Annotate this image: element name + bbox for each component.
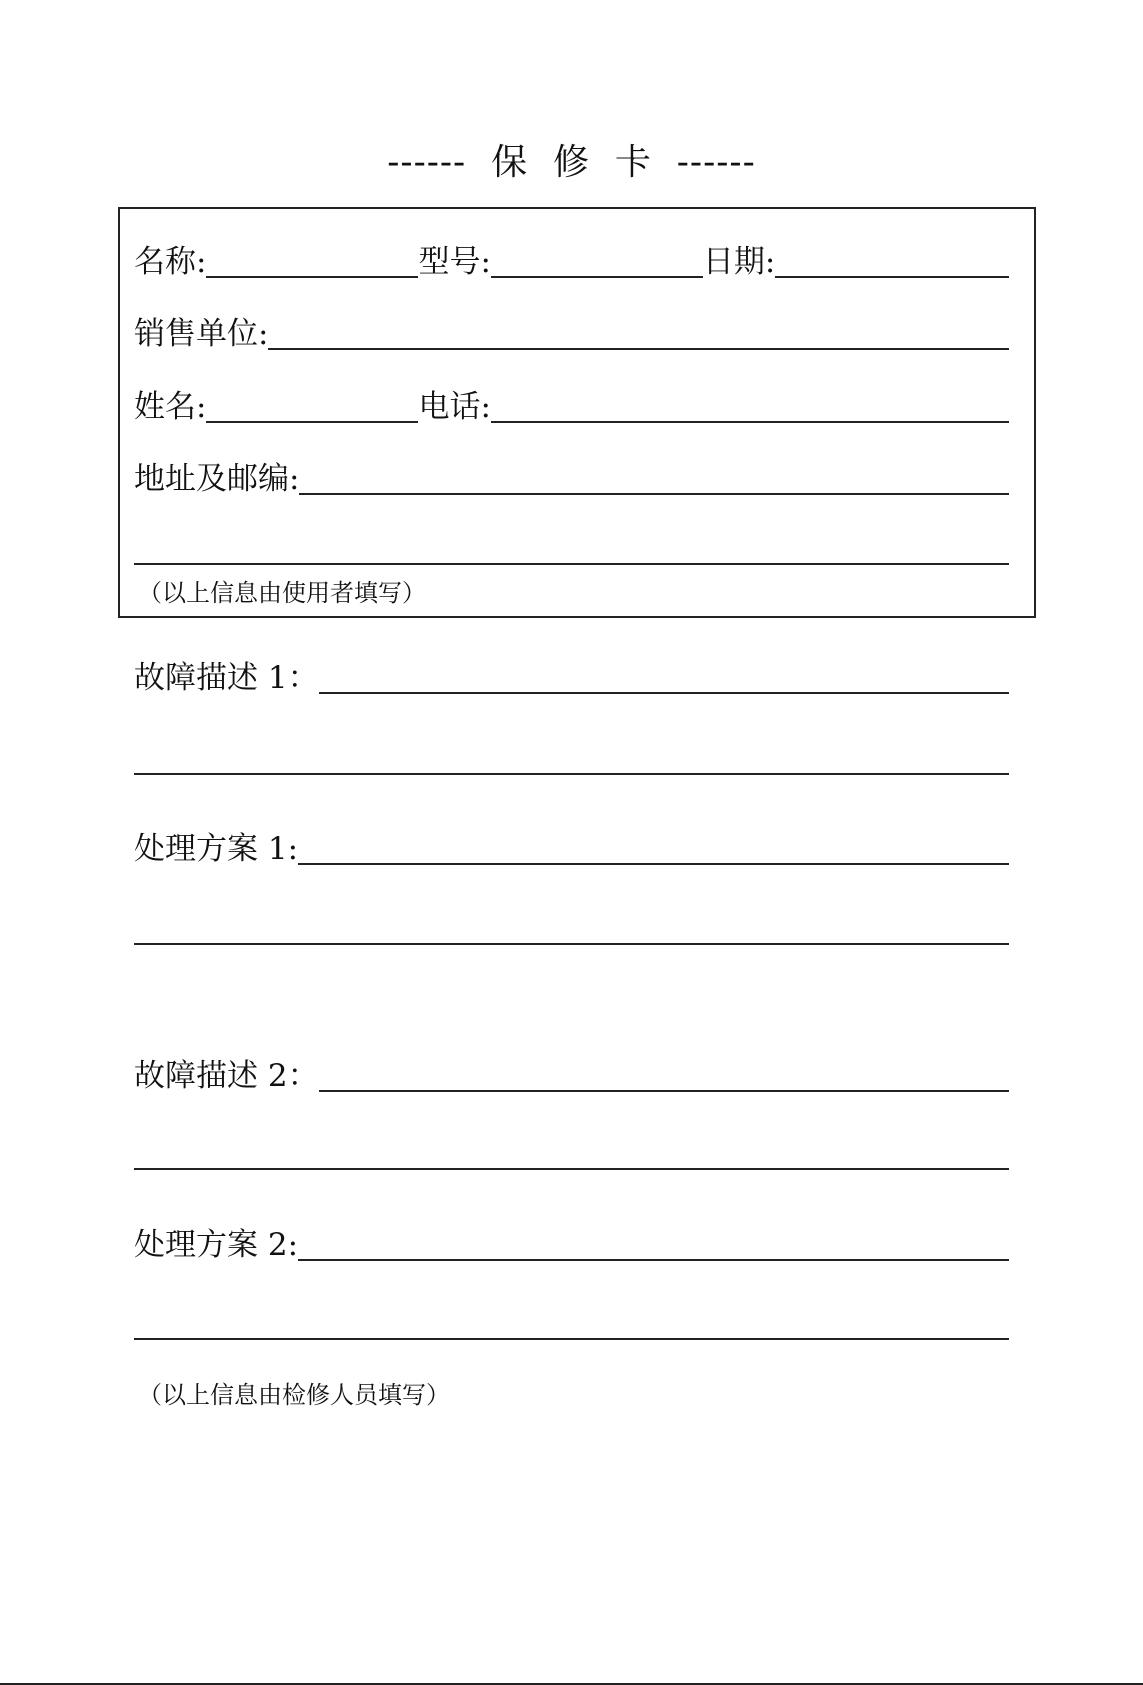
address-field[interactable]	[299, 459, 1009, 495]
solution2-row	[134, 1223, 1009, 1265]
solution1-continuation-line[interactable]	[134, 943, 1009, 945]
address-row	[134, 457, 1009, 499]
solution1-row	[134, 827, 1009, 869]
phone-label: 电话:	[418, 389, 491, 425]
fault2-field[interactable]	[319, 1056, 1009, 1092]
product-row	[134, 240, 1009, 282]
page-title: ------ 保 修 卡 ------	[387, 142, 756, 183]
solution1-field[interactable]	[298, 829, 1009, 865]
name-label: 名称:	[134, 244, 207, 280]
user-fill-note: （以上信息由使用者填写）	[138, 579, 426, 607]
person-name-field[interactable]	[206, 387, 418, 423]
name-field[interactable]	[206, 242, 418, 278]
date-label: 日期:	[702, 244, 776, 280]
fault1-label: 故障描述 1：	[134, 660, 319, 696]
solution2-field[interactable]	[298, 1225, 1009, 1261]
fault1-row	[134, 656, 1009, 698]
solution2-label: 处理方案 2:	[134, 1227, 299, 1263]
address-label: 地址及邮编:	[134, 461, 300, 497]
fault2-label: 故障描述 2：	[134, 1058, 319, 1094]
fault2-continuation-line[interactable]	[134, 1168, 1009, 1170]
date-field[interactable]	[775, 242, 1009, 278]
fault1-field[interactable]	[319, 658, 1009, 694]
repair-fill-note: （以上信息由检修人员填写）	[138, 1381, 450, 1409]
address-continuation-line[interactable]	[134, 563, 1009, 565]
solution1-label: 处理方案 1:	[134, 831, 299, 867]
fault2-row	[134, 1054, 1009, 1096]
model-label: 型号:	[418, 244, 491, 280]
person-name-label: 姓名:	[134, 389, 207, 425]
seller-row	[134, 312, 1009, 354]
phone-field[interactable]	[491, 387, 1009, 423]
model-field[interactable]	[491, 242, 703, 278]
seller-field[interactable]	[268, 314, 1009, 350]
fault1-continuation-line[interactable]	[134, 773, 1009, 775]
seller-label: 销售单位:	[134, 316, 269, 352]
solution2-continuation-line[interactable]	[134, 1338, 1009, 1340]
contact-row	[134, 385, 1009, 427]
